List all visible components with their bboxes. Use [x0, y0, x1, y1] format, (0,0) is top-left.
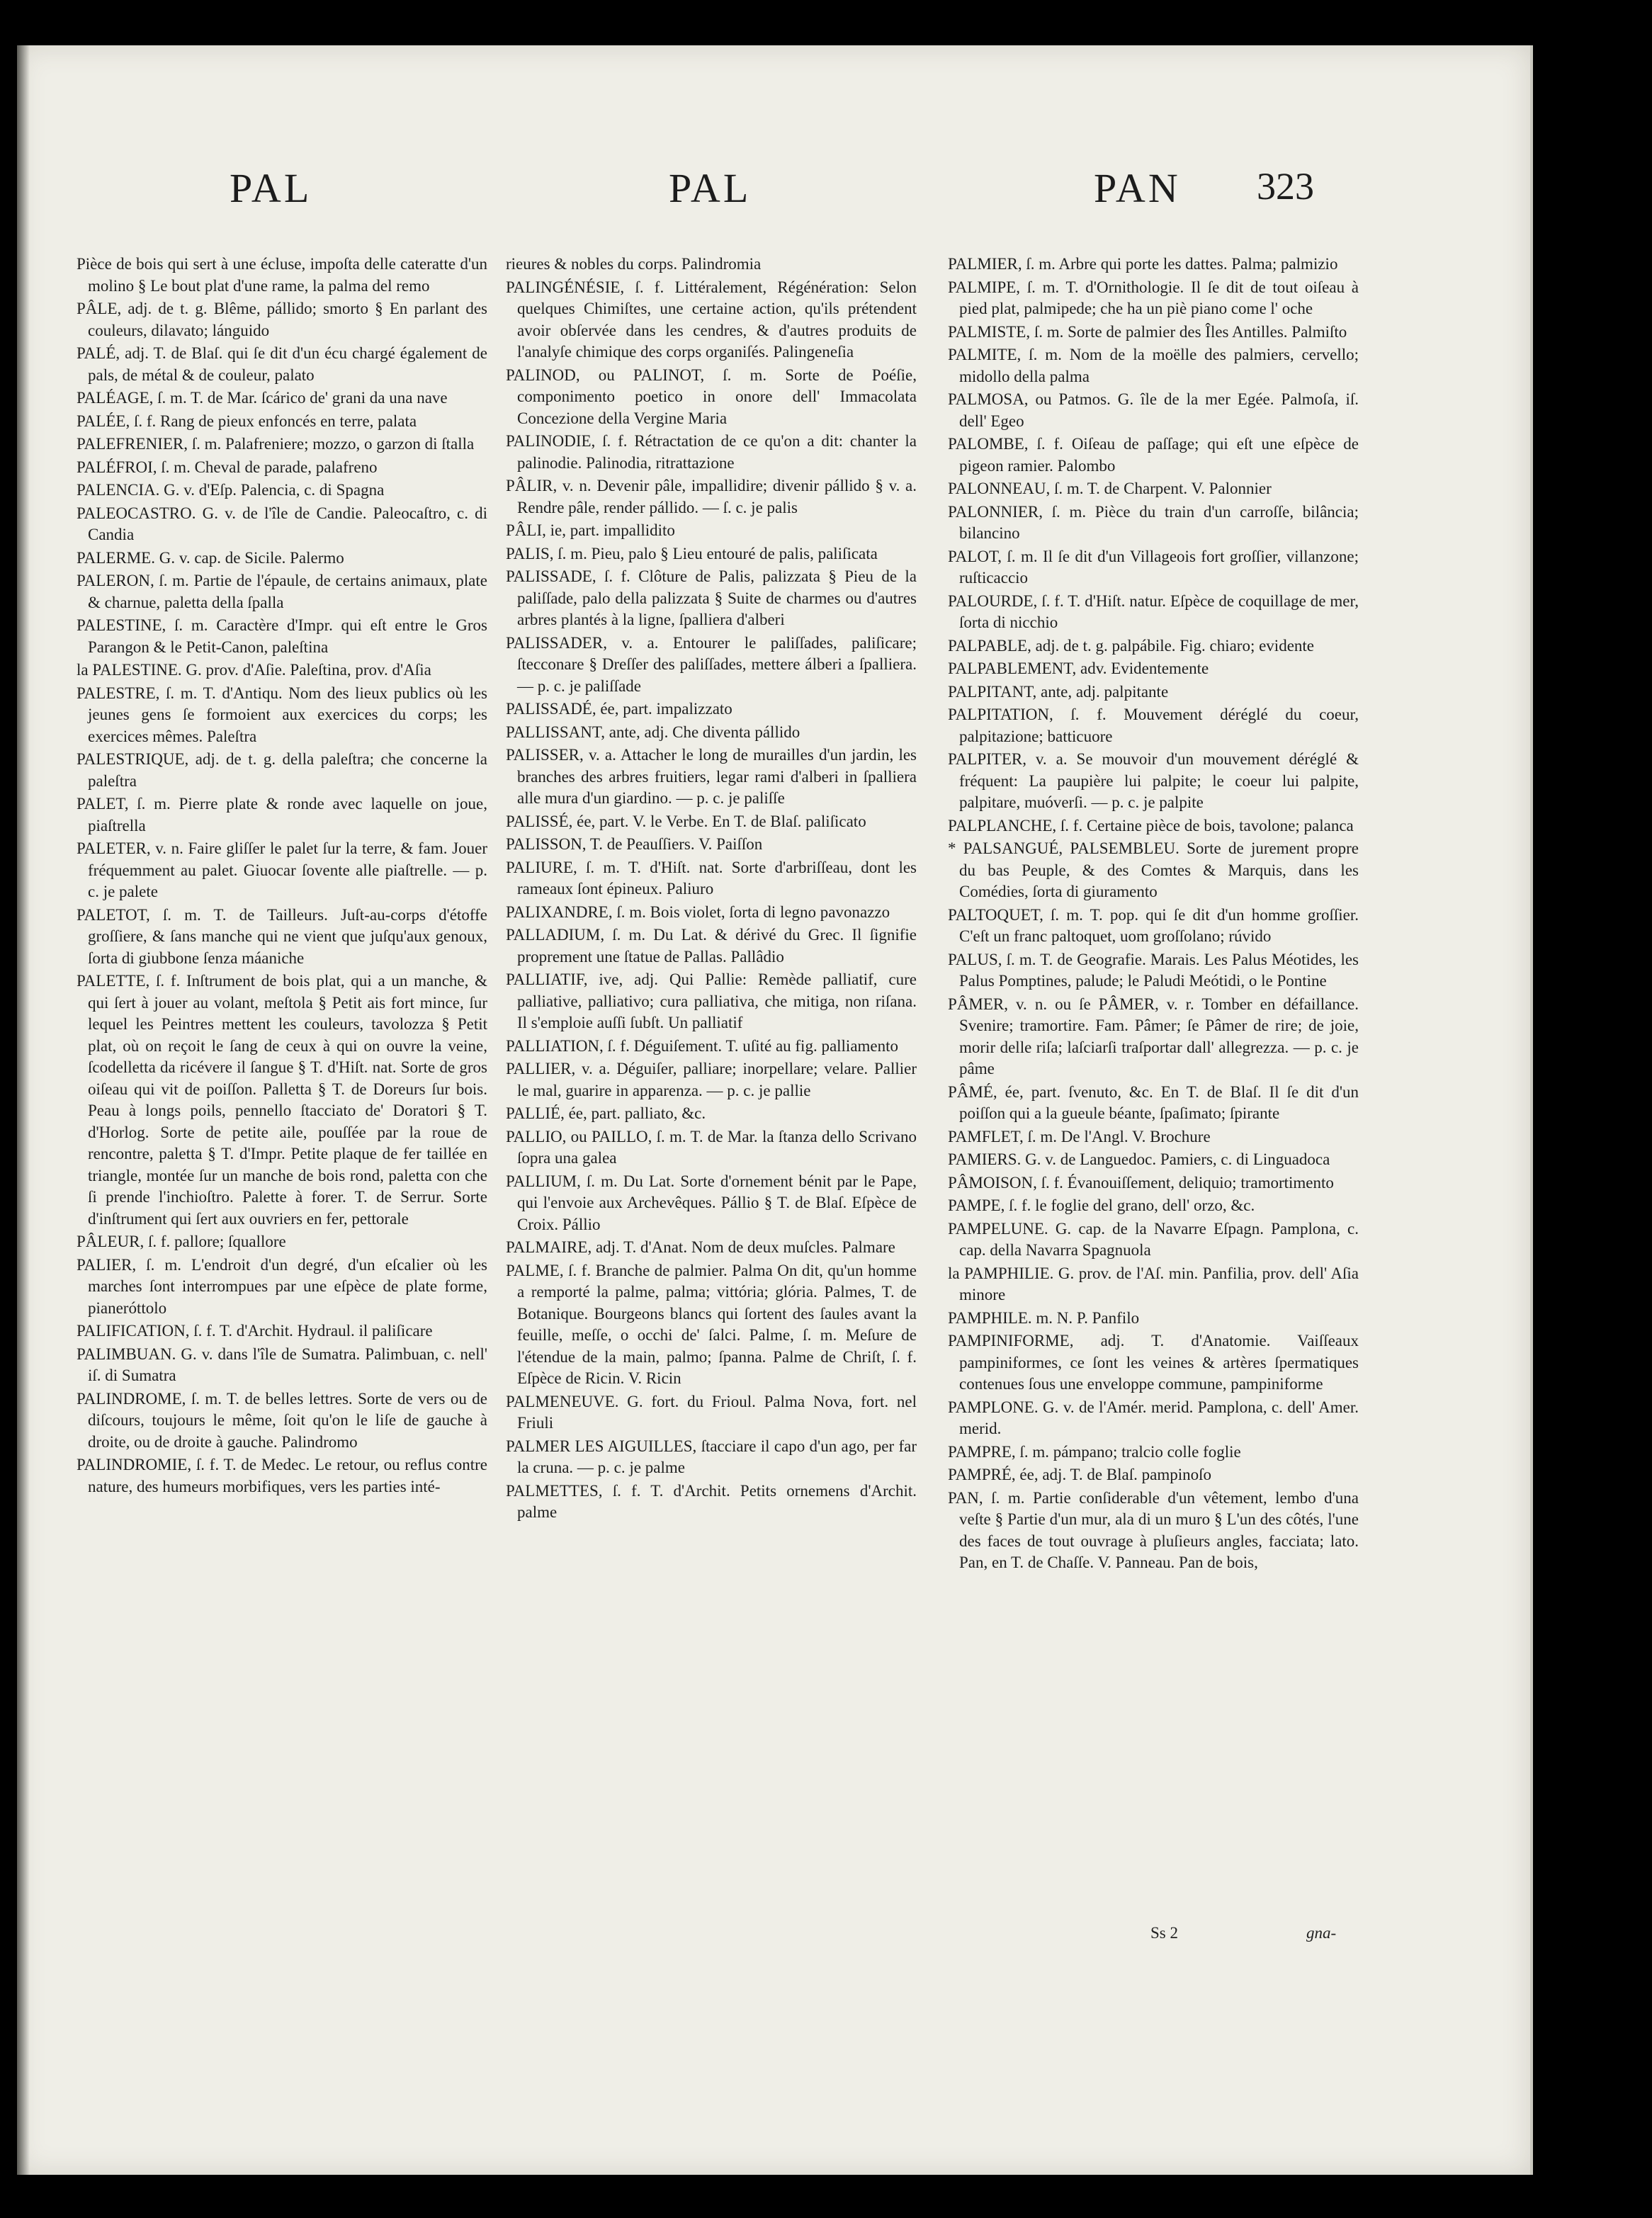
dictionary-entry: PALLIATION, ſ. f. Déguiſement. T. uſité au fig. palliamento	[506, 1036, 899, 1055]
dictionary-entry: PALEFRENIER, ſ. m. Palafreniere; mozzo, o garzon di ſtalla	[77, 435, 475, 453]
dictionary-entry: PÂMÉ, ée, part. ſvenuto, &c. En T. de Blaſ. Il ſe dit d'un poiſſon qui a la gueule béante, ſpaſimato; ſpirante	[948, 1082, 1359, 1122]
dictionary-entry: PAMIERS. G. v. de Languedoc. Pamiers, c. di Linguadoca	[948, 1150, 1330, 1168]
header-right: PAN	[1094, 165, 1181, 211]
dictionary-entry: PAMPLONE. G. v. de l'Amér. merid. Pamplona, c. dell' Amer. merid.	[948, 1398, 1359, 1437]
dictionary-entry: PALETER, v. n. Faire gliſſer le palet ſur la terre, & fam. Jouer fréquemment au palet. Giuocar ſovente alle piaſtrelle. — p. c. je palete	[77, 839, 487, 900]
dictionary-entry: PALMISTE, ſ. m. Sorte de palmier des Îles Antilles. Palmiſto	[948, 322, 1347, 341]
dictionary-entry: PALIFICATION, ſ. f. T. d'Archit. Hydraul. il paliſicare	[77, 1322, 433, 1340]
dictionary-entry: PAMPHILE. m. N. P. Panfilo	[948, 1308, 1140, 1327]
dictionary-entry: PALPABLEMENT, adv. Evidentemente	[948, 660, 1209, 677]
dictionary-entry: PALMIER, ſ. m. Arbre qui porte les dattes. Palma; palmizio	[948, 255, 1338, 273]
dictionary-entry: PALUS, ſ. m. T. de Geografie. Marais. Les Palus Méotides, les Palus Pomptines, palude; le Paludi Meótidi, o le Pontine	[948, 950, 1359, 990]
dictionary-entry: PALMIPE, ſ. m. T. d'Ornithologie. Il ſe dit de tout oiſeau à pied plat, palmipede; che ha un piè piano come l' oche	[948, 278, 1359, 317]
dictionary-entry: PALMOSA, ou Patmos. G. île de la mer Egée. Palmoſa, iſ. dell' Egeo	[948, 390, 1359, 430]
dictionary-entry: PALLIUM, ſ. m. Du Lat. Sorte d'ornement bénit par le Pape, qui l'envoie aux Archevêques. Pállio § T. de Blaſ. Eſpèce de Croix. Pállio	[506, 1172, 917, 1233]
dictionary-entry: PÂMER, v. n. ou ſe PÂMER, v. r. Tomber en défaillance. Svenire; tramortire. Fam. Pâmer; ſe Pâmer de rire; de joie, morir delle riſa; laſciarſi traſportar dall' allegrezza. — p. c. je pâme	[948, 995, 1359, 1077]
dictionary-entry: PALÉFROI, ſ. m. Cheval de parade, palafreno	[77, 458, 378, 476]
dictionary-entry: PALISSON, T. de Peauſſiers. V. Paiſſon	[506, 835, 763, 853]
dictionary-entry: PALTOQUET, ſ. m. T. pop. qui ſe dit d'un homme groſſier. C'eſt un franc paltoquet, uom groſſolano; rúvido	[948, 905, 1359, 945]
dictionary-entry: PALMENEUVE. G. fort. du Frioul. Palma Nova, fort. nel Friuli	[506, 1392, 917, 1432]
dictionary-entry: PALLIATIF, ive, adj. Qui Pallie: Remède palliatif, cure palliative, palliativo; cura palliativa, che mitiga, non riſana. Il s'emploie auſſi ſubſt. Un palliatif	[506, 971, 917, 1031]
dictionary-entry: PALETOT, ſ. m. T. de Tailleurs. Juſt-au-corps d'étoffe groſſiere, & ſans manche qui ne vient que juſqu'aux genoux, ſorta di giubbone ſenza máaniche	[77, 905, 487, 967]
dictionary-entry: PAMPE, ſ. f. le foglie del grano, dell' orzo, &c.	[948, 1196, 1255, 1214]
catchword: gna-	[1306, 1924, 1337, 1942]
dictionary-entry: PÂMOISON, ſ. f. Évanouiſſement, deliquio; tramortimento	[948, 1173, 1334, 1192]
dictionary-entry: PALPITATION, ſ. f. Mouvement déréglé du coeur, palpitazione; batticuore	[948, 706, 1359, 745]
dictionary-entry: PALPABLE, adj. de t. g. palpábile. Fig. chiaro; evidente	[948, 636, 1315, 655]
dictionary-entry: PALÉAGE, ſ. m. T. de Mar. ſcárico de' grani da una nave	[77, 389, 448, 407]
dictionary-entry: PALINOD, ou PALINOT, ſ. m. Sorte de Poéſie, componimento poetico in onore dell' Immacolata Concezione della Vergine Maria	[506, 366, 917, 427]
dictionary-entry: Pièce de bois qui sert à une écluse, impoſta delle cateratte d'un molino § Le bout plat d'une rame, la palma del remo	[77, 255, 487, 295]
dictionary-entry: PALERME. G. v. cap. de Sicile. Palermo	[77, 548, 344, 567]
dictionary-entry: PAMPRE, ſ. m. pámpano; tralcio colle foglie	[948, 1442, 1241, 1461]
dictionary-entry: PÂLIR, v. n. Devenir pâle, impallidire; divenir pállido § v. a. Rendre pâle, render pállido. — ſ. c. je palis	[506, 477, 917, 516]
dictionary-entry: PALLADIUM, ſ. m. Du Lat. & dérivé du Grec. Il ſignifie proprement une ſtatue de Pallas. Pallâdio	[506, 926, 917, 966]
dictionary-entry: PALOT, ſ. m. Il ſe dit d'un Villageois fort groſſier, villanzone; ruſticaccio	[948, 547, 1359, 587]
dictionary-entry: PALISSADÉ, ée, part. impalizzato	[506, 700, 732, 718]
dictionary-entry: PALMITE, ſ. m. Nom de la moëlle des palmiers, cervello; midollo della palma	[948, 346, 1359, 385]
dictionary-entry: PALMAIRE, adj. T. d'Anat. Nom de deux muſcles. Palmare	[506, 1238, 895, 1256]
dictionary-entry: PALLIÉ, ée, part. palliato, &c.	[506, 1104, 706, 1122]
dictionary-entry: PALPITER, v. a. Se mouvoir d'un mouvement déréglé & fréquent: La paupière lui palpite; le coeur lui palpite, palpitare, muóverſi. — p. c. je palpite	[948, 750, 1359, 811]
dictionary-entry: PALMER LES AIGUILLES, ſtacciare il capo d'un ago, per far la cruna. — p. c. je palme	[506, 1437, 917, 1476]
dictionary-entry: PALME, ſ. f. Branche de palmier. Palma On dit, qu'un homme a remporté la palme, palma; vittória; glória. Palmes, T. de Botanique. Bourgeons blancs qui ſortent des ſaules avant la feuille, meſſe, o occhi de' ſalci. Palme, ſ. m. Meſure de l'étendue de la main, palmo; ſpanna. Palme de Chriſt, ſ. f. Eſpèce de Ricin. V. Ricin	[506, 1261, 917, 1387]
dictionary-entry: PALISSÉ, ée, part. V. le Verbe. En T. de Blaſ. paliſicato	[506, 812, 866, 830]
dictionary-entry: PALÉ, adj. T. de Blaſ. qui ſe dit d'un écu chargé également de pals, de métal & de couleur, palato	[77, 344, 487, 384]
dictionary-entry: PALLIO, ou PAILLO, ſ. m. T. de Mar. la ſtanza dello Scrivano ſopra una galea	[506, 1127, 917, 1167]
dictionary-entry: la PALESTINE. G. prov. d'Aſie. Paleſtina, prov. d'Aſia	[77, 661, 431, 679]
dictionary-page	[17, 45, 1533, 2175]
dictionary-entry: PALPLANCHE, ſ. f. Certaine pièce de bois, tavolone; palanca	[948, 816, 1354, 834]
dictionary-entry: PAMPELUNE. G. cap. de la Navarre Eſpagn. Pamplona, c. cap. della Navarra Spagnuola	[948, 1219, 1359, 1259]
dictionary-entry: PALESTRE, ſ. m. T. d'Antiqu. Nom des lieux publics où les jeunes gens ſe formoient aux exercices du corps; les exercices mêmes. Paleſtra	[77, 684, 487, 745]
dictionary-entry: PÂLE, adj. de t. g. Blême, pállido; smorto § En parlant des couleurs, dilavato; lánguido	[77, 300, 487, 339]
dictionary-entry: PALETTE, ſ. f. Inſtrument de bois plat, qui a un manche, & qui ſert à jouer au volant, meſtola § Petit ais fort mince, ſur lequel les Peintres mettent les couleurs, tavolozza § Petit plat, où on reçoit le ſang de ceux à qui on ouvre la veine, ſcodelletta da ricévere il ſangue § T. d'Hiſt. nat. Sorte de gros oiſeau qui vit de poiſſon. Palletta § T. de Doreurs ſur bois. Peau à longs poils, pennello ſtacciato de' Doratori § T. d'Horlog. Sorte de petite aile, pouſſée par la roue de rencontre, paletta § T. d'Impr. Petite plaque de fer taillée en triangle, montée ſur un manche de bois rond, paletta con che ſi prende l'inchioſtro. Palette à forer. T. de Serrur. Sorte d'inſtrument qui ſert aux ouvriers en fer, pettorale	[77, 972, 487, 1228]
running-header	[17, 164, 1530, 235]
dictionary-entry: PALESTINE, ſ. m. Caractère d'Impr. qui eſt entre le Gros Parangon & le Petit-Canon, paleſtina	[77, 616, 487, 656]
dictionary-entry: PALET, ſ. m. Pierre plate & ronde avec laquelle on joue, piaſtrella	[77, 795, 487, 834]
dictionary-entry: la PAMPHILIE. G. prov. de l'Aſ. min. Panfilia, prov. dell' Aſia minore	[948, 1264, 1359, 1303]
dictionary-entry: PAMPINIFORME, adj. T. d'Anatomie. Vaiſſeaux pampiniformes, ce ſont les veines & artères ſpermatiques contenues ſous une enveloppe commune, pampiniforme	[948, 1332, 1359, 1393]
column-left	[77, 254, 487, 1499]
dictionary-entry: PALINDROMIE, ſ. f. T. de Medec. Le retour, ou reflus contre nature, des humeurs morbifiques, vers les parties inté-	[77, 1456, 487, 1495]
dictionary-entry: PALINODIE, ſ. f. Rétractation de ce qu'on a dit: chanter la palinodie. Palinodia, ritrattazione	[506, 432, 917, 472]
binding-shadow	[17, 45, 30, 2175]
dictionary-entry: PALEOCASTRO. G. v. de l'île de Candie. Paleocaſtro, c. di Candia	[77, 504, 487, 543]
dictionary-entry: PALLISSANT, ante, adj. Che diventa pállido	[506, 723, 800, 741]
dictionary-entry: PALIS, ſ. m. Pieu, palo § Lieu entouré de palis, paliſicata	[506, 544, 878, 562]
dictionary-entry: PALERON, ſ. m. Partie de l'épaule, de certains animaux, plate & charnue, paletta della ſpalla	[77, 572, 487, 611]
dictionary-entry: PALINGÉNÉSIE, ſ. f. Littéralement, Régénération: Selon quelques Chimiſtes, une certaine action, qu'ils prétendent avoir obſervée dans les cendres, & d'autres produits de l'analyſe chimique des corps organiſés. Palingeneſia	[506, 278, 917, 361]
dictionary-entry: PAMFLET, ſ. m. De l'Angl. V. Brochure	[948, 1127, 1211, 1145]
dictionary-entry: PALIXANDRE, ſ. m. Bois violet, ſorta di legno pavonazzo	[506, 903, 890, 921]
dictionary-entry: PALONNIER, ſ. m. Pièce du train d'un carroſſe, bilância; bilancino	[948, 502, 1359, 542]
dictionary-entry: PALISSADE, ſ. f. Clôture de Palis, palizzata § Pieu de la paliſſade, palo della palizzata § Suite de charmes ou d'autres arbres plantés à la ligne, ſpalliera d'alberi	[506, 567, 917, 628]
dictionary-entry: PALIMBUAN. G. v. dans l'île de Sumatra. Palimbuan, c. nell' iſ. di Sumatra	[77, 1345, 487, 1384]
header-left: PAL	[230, 165, 312, 211]
dictionary-entry: PALONNEAU, ſ. m. T. de Charpent. V. Palonnier	[948, 480, 1272, 497]
dictionary-entry: PALINDROME, ſ. m. T. de belles lettres. Sorte de vers ou de diſcours, toujours le même, ſoit qu'on le liſe de gauche à droite, ou de droite à gauche. Palindromo	[77, 1389, 487, 1451]
column-right	[948, 254, 1359, 1575]
dictionary-entry: PAMPRÉ, ée, adj. T. de Blaſ. pampinoſo	[948, 1466, 1212, 1483]
dictionary-entry: PALIER, ſ. m. L'endroit d'un degré, d'un eſcalier où les marches ſont interrompues par une eſpèce de plate forme, pianeróttolo	[77, 1255, 487, 1317]
dictionary-entry: PALOURDE, ſ. f. T. d'Hiſt. natur. Eſpèce de coquillage de mer, ſorta di nicchio	[948, 592, 1359, 631]
dictionary-entry: PALENCIA. G. v. d'Eſp. Palencia, c. di Spagna	[77, 481, 385, 499]
dictionary-entry: rieures & nobles du corps. Palindromia	[506, 255, 762, 273]
page-number: 323	[1257, 165, 1314, 208]
dictionary-entry: PALESTRIQUE, adj. de t. g. della paleſtra; che concerne la paleſtra	[77, 750, 487, 790]
dictionary-entry: PALISSER, v. a. Attacher le long de murailles d'un jardin, les branches des arbres fruitiers, legar rami d'alberi in ſpalliera alle mura d'un giardino. — p. c. je paliſſe	[506, 746, 917, 807]
dictionary-entry: PALPITANT, ante, adj. palpitante	[948, 682, 1169, 701]
dictionary-entry: PÂLI, ie, part. impallidito	[506, 521, 675, 539]
dictionary-entry: PALOMBE, ſ. f. Oiſeau de paſſage; qui eſt une eſpèce de pigeon ramier. Palombo	[948, 435, 1359, 475]
dictionary-entry: PALISSADER, v. a. Entourer le paliſſades, paliſicare; ſtecconare § Dreſſer des paliſſades, mettere álberi a ſpalliera. — p. c. je paliſſade	[506, 633, 917, 695]
dictionary-entry: PÂLEUR, ſ. f. pallore; ſquallore	[77, 1233, 286, 1250]
header-middle: PAL	[669, 165, 752, 211]
signature-mark: Ss 2	[1150, 1924, 1178, 1942]
dictionary-entry: PALLIER, v. a. Déguiſer, palliare; inorpellare; velare. Pallier le mal, guarire in apparenza. — p. c. je pallie	[506, 1060, 917, 1099]
dictionary-entry: PALMETTES, ſ. f. T. d'Archit. Petits ornemens d'Archit. palme	[506, 1481, 917, 1521]
dictionary-entry: PAN, ſ. m. Partie conſiderable d'un vêtement, lembo d'una veſte § Partie d'un mur, ala di un muro § L'un des côtés, l'une des faces de tout ouvrage à pluſieurs angles, facciata; lato. Pan, en T. de Chaſſe. V. Panneau. Pan de bois,	[948, 1488, 1359, 1571]
column-middle	[506, 254, 917, 1525]
dictionary-entry: * PALSANGUÉ, PALSEMBLEU. Sorte de jurement propre du bas Peuple, & des Comtes & Marquis, dans les Comédies, ſorta di giuramento	[948, 839, 1359, 900]
dictionary-entry: PALIURE, ſ. m. T. d'Hiſt. nat. Sorte d'arbriſſeau, dont les rameaux ſont épineux. Paliuro	[506, 858, 917, 898]
dictionary-entry: PALÉE, ſ. f. Rang de pieux enfoncés en terre, palata	[77, 412, 417, 430]
